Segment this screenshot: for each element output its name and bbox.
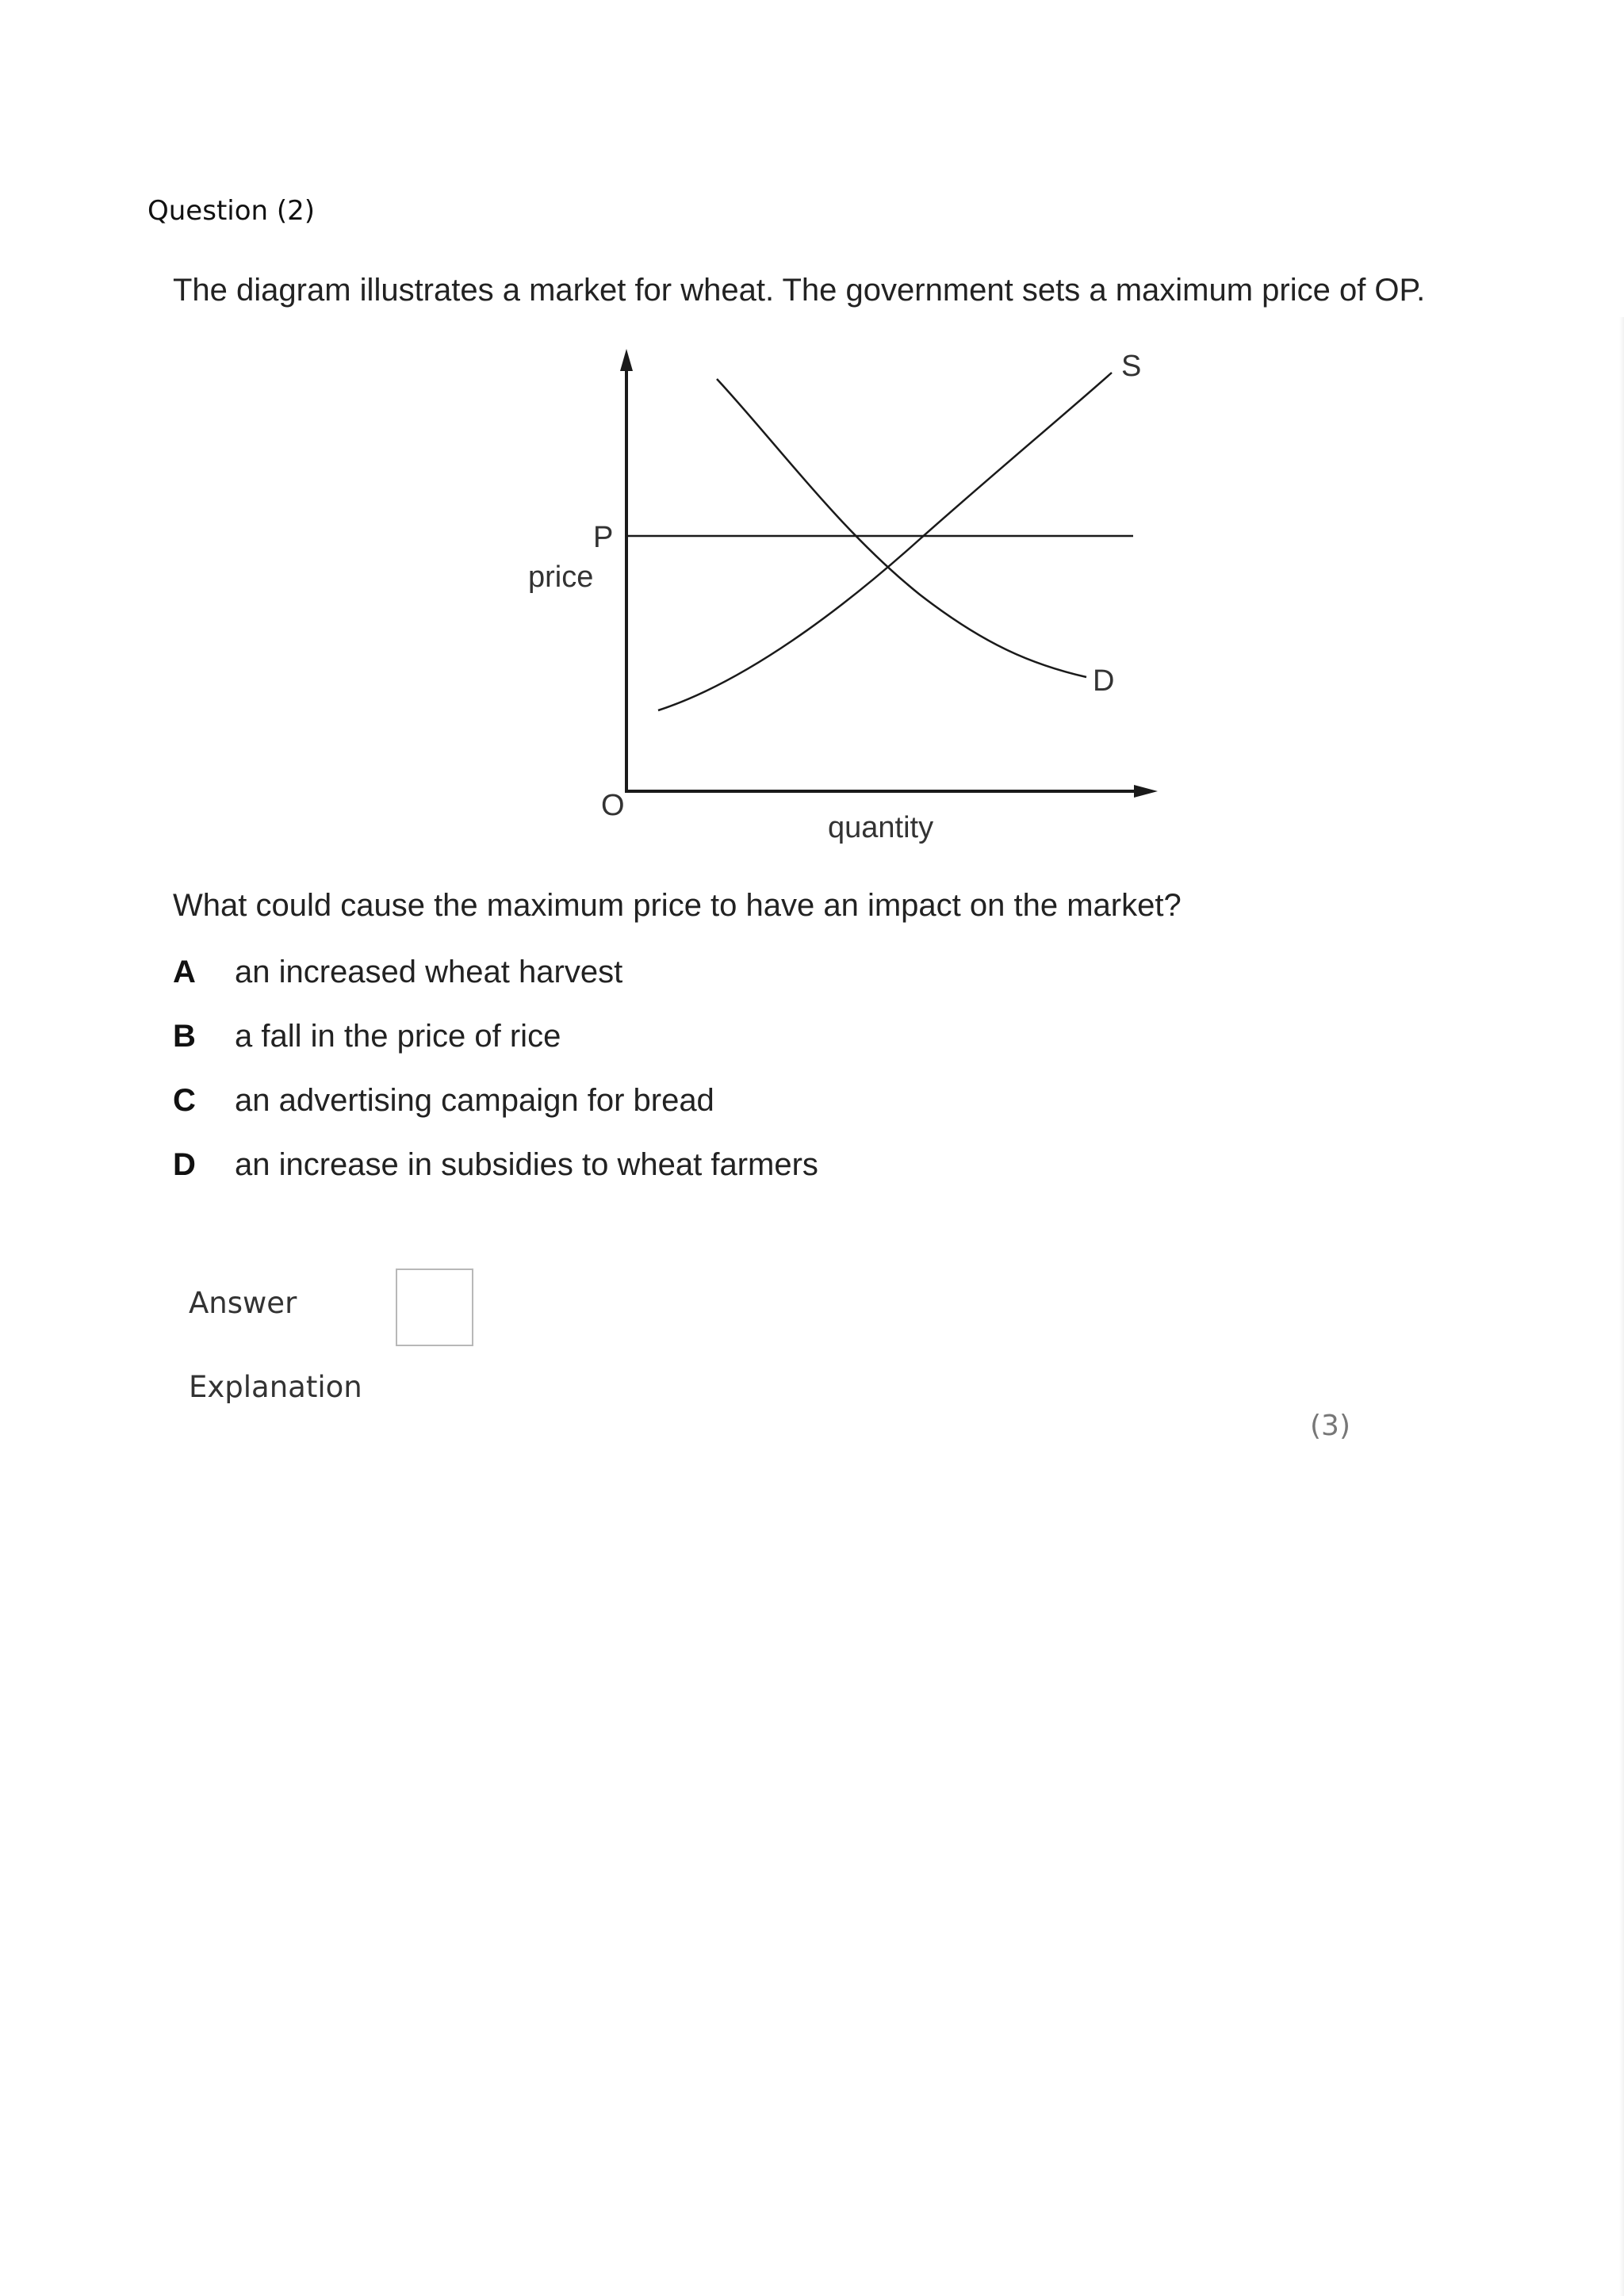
option-b [173,1019,818,1083]
answer-box[interactable] [396,1269,473,1346]
option-c [173,1083,818,1147]
option-letter: D [173,1147,196,1182]
option-text: an increased wheat harvest [235,955,623,989]
option-letter: C [173,1083,196,1118]
option-a [173,955,818,1019]
option-text: an increase in subsidies to wheat farmers [235,1147,818,1182]
price-line-label: P [593,521,614,554]
price-axis-label: price [528,561,594,594]
page-edge-shadow [1619,317,1624,2296]
supply-curve [658,373,1115,710]
marks-indicator: (3) [1310,1410,1350,1442]
origin-label: O [601,789,625,822]
answer-options [173,955,818,1211]
question-heading: Question (2) [147,195,316,227]
demand-label: D [1093,664,1115,698]
answer-label: Answer [189,1286,297,1320]
price-axis-arrow [620,349,633,371]
explanation-label: Explanation [189,1370,362,1404]
question-stem: The diagram illustrates a market for wheat. The government sets a maximum price of OP. [173,273,1426,308]
supply-label: S [1121,350,1142,383]
supply-demand-diagram [508,341,1174,864]
quantity-axis-arrow [1134,785,1158,798]
option-d [173,1147,818,1211]
option-text: a fall in the price of rice [235,1019,561,1054]
demand-curve [717,379,1086,677]
option-text: an advertising campaign for bread [235,1083,714,1118]
quantity-axis-label: quantity [828,811,934,844]
option-letter: A [173,955,196,989]
option-letter: B [173,1019,196,1054]
question-prompt: What could cause the maximum price to have an impact on the market? [173,888,1182,923]
